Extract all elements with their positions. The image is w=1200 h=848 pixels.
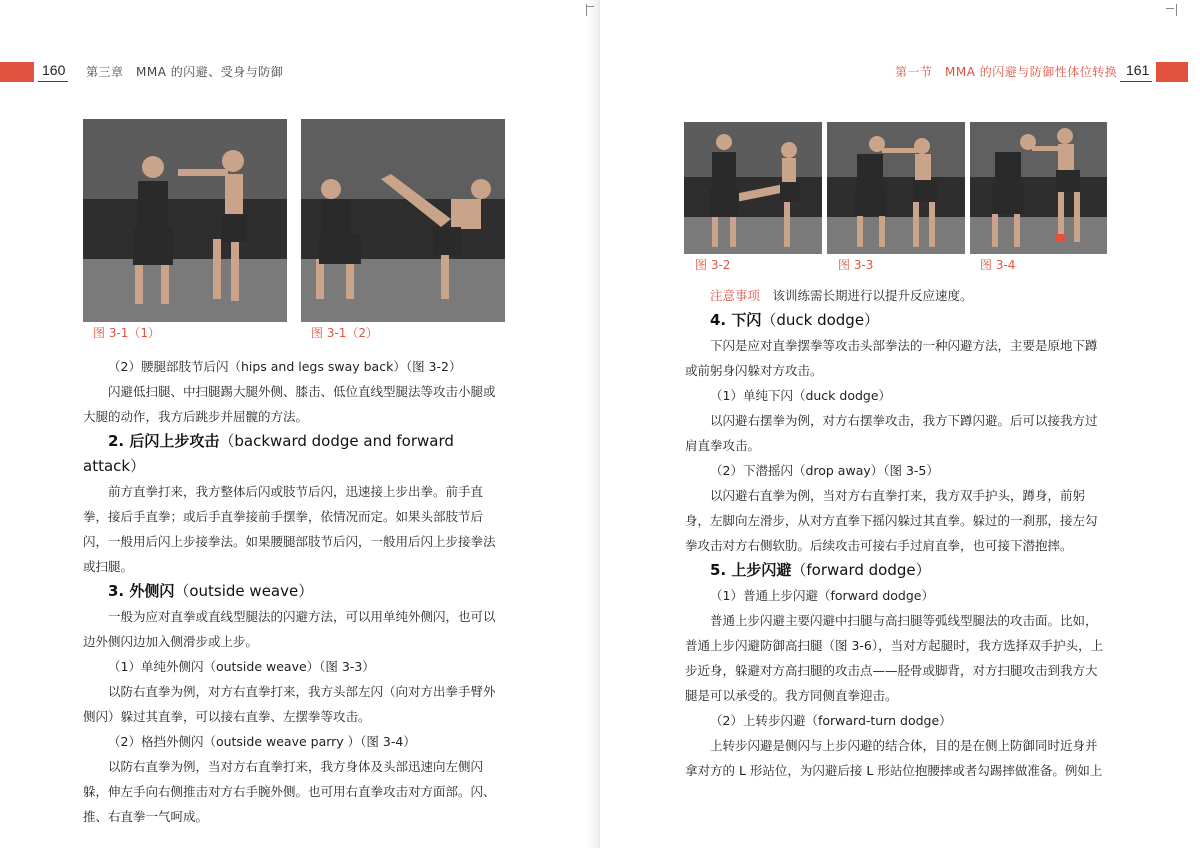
outside-weave-photo-icon xyxy=(827,122,965,254)
section-heading xyxy=(83,579,506,604)
crop-mark xyxy=(586,6,594,17)
paragraph: （1）普通上步闪避（forward dodge） xyxy=(710,588,934,603)
figure-3-3-photo xyxy=(827,122,965,254)
paragraph: 普通上步闪避主要闪避中扫腿与高扫腿等弧线型腿法的攻击面。比如，普通上步闪避防御高扫腿（图 3-6），当对方起腿时，我方选择双手护头，上步近身，躲避对方高扫腿的攻击点——胫骨或脚背，对方扫腿攻击到我方大腿是可以承受的。我方同侧直拳迎击。 xyxy=(685,613,1104,703)
heading-zh: 3. 外侧闪 xyxy=(108,582,175,600)
figure-caption: 图 3-2 xyxy=(695,258,731,272)
paragraph: 闪避低扫腿、中扫腿踢大腿外侧、膝击、低位直线型腿法等攻击小腿或大腿的动作，我方后跳步并屈髋的方法。 xyxy=(83,384,496,424)
figure-caption: 图 3-3 xyxy=(838,258,874,272)
figure-3-1-1-photo xyxy=(83,119,287,322)
heading-zh: 2. 后闪上步攻击 xyxy=(108,432,220,450)
note-text: 该训练需长期进行以提升反应速度。 xyxy=(772,288,973,303)
low-kick-photo-icon xyxy=(684,122,822,254)
weave-parry-photo-icon xyxy=(970,122,1107,254)
paragraph: （2）格挡外侧闪（outside weave parry ）（图 3-4） xyxy=(108,734,416,749)
heading-en: （forward dodge） xyxy=(791,561,931,579)
section-heading xyxy=(83,429,506,479)
figure-3-1-2-photo xyxy=(301,119,505,322)
page-number-underline xyxy=(1120,81,1152,82)
heading-en: （outside weave） xyxy=(174,582,314,600)
heading-en: （duck dodge） xyxy=(761,311,880,329)
figure-3-2-photo xyxy=(684,122,822,254)
paragraph: 上转步闪避是侧闪与上步闪避的结合体，目的是在侧上防御同时近身并拿对方的 L 形站位，为闪避后接 L 形站位抱腰摔或者勾踢摔做准备。例如上 xyxy=(685,738,1103,778)
section-heading xyxy=(685,308,1107,333)
fighters-photo-icon xyxy=(83,119,287,322)
paragraph: （2）上转步闪避（forward-turn dodge） xyxy=(710,713,952,728)
left-page xyxy=(0,0,596,848)
right-body-text xyxy=(685,283,1107,783)
page-number-underline xyxy=(38,81,68,82)
running-head: 第一节 MMA 的闪避与防御性体位转换 xyxy=(895,65,1118,79)
page-color-tab xyxy=(0,62,34,82)
fighters-kick-photo-icon xyxy=(301,119,505,322)
right-page xyxy=(600,0,1200,848)
paragraph: （2）腰腿部肢节后闪（hips and legs sway back）（图 3-2） xyxy=(108,359,462,374)
heading-zh: 5. 上步闪避 xyxy=(710,561,792,579)
left-body-text xyxy=(83,354,506,829)
page-color-tab xyxy=(1156,62,1188,82)
paragraph: （1）单纯外侧闪（outside weave）（图 3-3） xyxy=(108,659,375,674)
page-number: 160 xyxy=(42,62,66,78)
paragraph: 以闪避右直拳为例，当对方右直拳打来，我方双手护头，蹲身，前躬身，左脚向左滑步，从对方直拳下摇闪躲过其直拳。躲过的一刹那，接左勾拳攻击对方右侧软肋。后续攻击可接右手过肩直拳，也可接下潜抱摔。 xyxy=(685,488,1098,553)
paragraph: （2）下潜摇闪（drop away）（图 3-5） xyxy=(710,463,939,478)
paragraph: 下闪是应对直拳摆拳等攻击头部拳法的一种闪避方法，主要是原地下蹲或前躬身闪躲对方攻击。 xyxy=(685,338,1098,378)
note-label: 注意事项 xyxy=(710,288,761,303)
heading-zh: 4. 下闪 xyxy=(710,311,762,329)
running-head: 第三章 MMA 的闪避、受身与防御 xyxy=(86,65,284,79)
figure-caption: 图 3-1（2） xyxy=(311,326,379,340)
figure-caption: 图 3-4 xyxy=(980,258,1016,272)
paragraph: 前方直拳打来，我方整体后闪或肢节后闪，迅速接上步出拳。前手直拳，接后手直拳；或后手直拳接前手摆拳，依情况而定。如果头部肢节后闪，一般用后闪上步接拳法。如果腰腿部肢节后闪，一般用后闪上步接拳法或扫腿。 xyxy=(83,484,496,574)
paragraph: 以防右直拳为例，对方右直拳打来，我方头部左闪（向对方出拳手臂外侧闪）躲过其直拳，可以接右直拳、左摆拳等攻击。 xyxy=(83,684,496,724)
paragraph: 以防右直拳为例，当对方右直拳打来，我方身体及头部迅速向左侧闪躲，伸左手向右侧推击对方右手腕外侧。也可用右直拳攻击对方面部。闪、推、右直拳一气呵成。 xyxy=(83,759,496,824)
page-number: 161 xyxy=(1126,62,1150,78)
paragraph: 一般为应对直拳或直线型腿法的闪避方法，可以用单纯外侧闪，也可以边外侧闪边加入侧滑步或上步。 xyxy=(83,609,496,649)
paragraph: 以闪避右摆拳为例，对方右摆拳攻击，我方下蹲闪避。后可以接我方过肩直拳攻击。 xyxy=(685,413,1098,453)
paragraph: （1）单纯下闪（duck dodge） xyxy=(710,388,892,403)
figure-3-4-photo xyxy=(970,122,1107,254)
note xyxy=(685,283,1107,308)
figure-caption: 图 3-1（1） xyxy=(93,326,161,340)
heading-en: （backward dodge and forward attack） xyxy=(83,432,454,475)
section-heading xyxy=(685,558,1107,583)
crop-mark xyxy=(1176,4,1187,16)
crop-mark xyxy=(1166,8,1174,19)
